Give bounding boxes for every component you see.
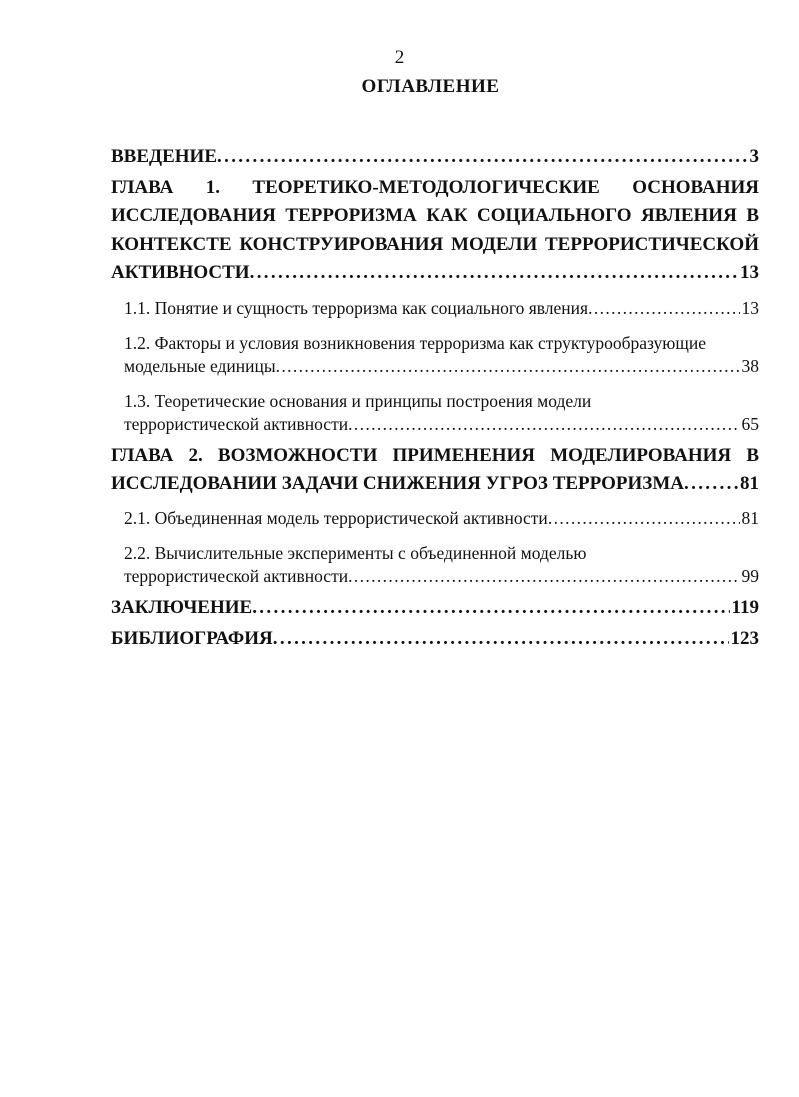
toc-entry-title: БИБЛИОГРАФИЯ [111,628,273,649]
toc-entry-title-line: террористической активности [124,413,349,434]
toc-page-number: 81 [740,473,759,494]
toc-entry-chapter-2[interactable] [111,442,759,499]
dot-leader [684,470,738,499]
toc-page-number: 38 [741,355,759,376]
toc-entry-section-2-1[interactable] [111,507,759,530]
toc-entry-title: ВВЕДЕНИЕ [111,146,217,167]
toc-page-number: 3 [749,146,759,167]
toc-page-number: 13 [740,262,759,283]
toc-entry-title-line: модельные единицы [124,355,276,376]
toc-entry-section-1-3[interactable] [111,390,759,436]
toc-entry-title: 1.1. Понятие и сущность терроризма как социального явления [124,297,589,318]
dot-leader [276,355,740,378]
page-number: 2 [394,47,405,68]
toc-entry-title-line: ИССЛЕДОВАНИИ ЗАДАЧИ СНИЖЕНИЯ УГРОЗ ТЕРРОРИЗМА [111,473,684,494]
dot-leader [348,565,739,588]
dot-leader [250,259,738,288]
toc-entry-title-line: ГЛАВА 1. ТЕОРЕТИКО-МЕТОДОЛОГИЧЕСКИЕ ОСНОВАНИЯ [111,176,759,198]
toc-page-number: 119 [731,596,759,618]
toc-entry-title-line: ИССЛЕДОВАНИЯ ТЕРРОРИЗМА КАК СОЦИАЛЬНОГО ЯВЛЕНИЯ В [111,205,759,226]
toc-entry-section-1-1[interactable] [111,297,759,320]
dot-leader [217,143,748,172]
toc-entry-title-line: ГЛАВА 2. ВОЗМОЖНОСТИ ПРИМЕНЕНИЯ МОДЕЛИРОВАНИЯ В [111,444,759,466]
toc-entry-section-1-2[interactable] [111,332,759,378]
dot-leader [548,507,740,530]
toc-entry-title: ЗАКЛЮЧЕНИЕ [111,596,253,618]
dot-leader [348,413,739,436]
toc-entry-title-line: 1.3. Теоретические основания и принципы построения модели [124,390,592,411]
dot-leader [252,594,729,623]
toc-entry-introduction[interactable] [111,143,759,172]
toc-page-number: 13 [741,297,759,318]
toc-entry-title-line: АКТИВНОСТИ [111,262,250,283]
dot-leader [588,297,739,320]
toc-page-number: 65 [741,413,759,434]
toc-entry-section-2-2[interactable] [111,542,759,588]
toc-entry-title-line: КОНТЕКСТЕ КОНСТРУИРОВАНИЯ МОДЕЛИ ТЕРРОРИСТИЧЕСКОЙ [111,233,759,255]
toc-page-number: 99 [741,565,759,586]
toc-entry-chapter-1[interactable] [111,174,759,288]
dot-leader [273,625,729,654]
page-title: ОГЛАВЛЕНИЕ [361,76,500,97]
toc-entry-title-line: 2.2. Вычислительные эксперименты с объединенной моделью [124,542,587,563]
toc-entry-title-line: 1.2. Факторы и условия возникновения терроризма как структурообразующие [124,332,706,353]
toc-page-number: 123 [730,628,759,649]
toc-entry-title: 2.1. Объединенная модель террористической активности [124,507,548,528]
toc-entry-conclusion[interactable] [111,594,759,623]
toc-entry-bibliography[interactable] [111,625,759,654]
toc-entry-title-line: террористической активности [124,565,349,586]
toc-page-number: 81 [741,507,759,528]
table-of-contents [111,143,759,654]
